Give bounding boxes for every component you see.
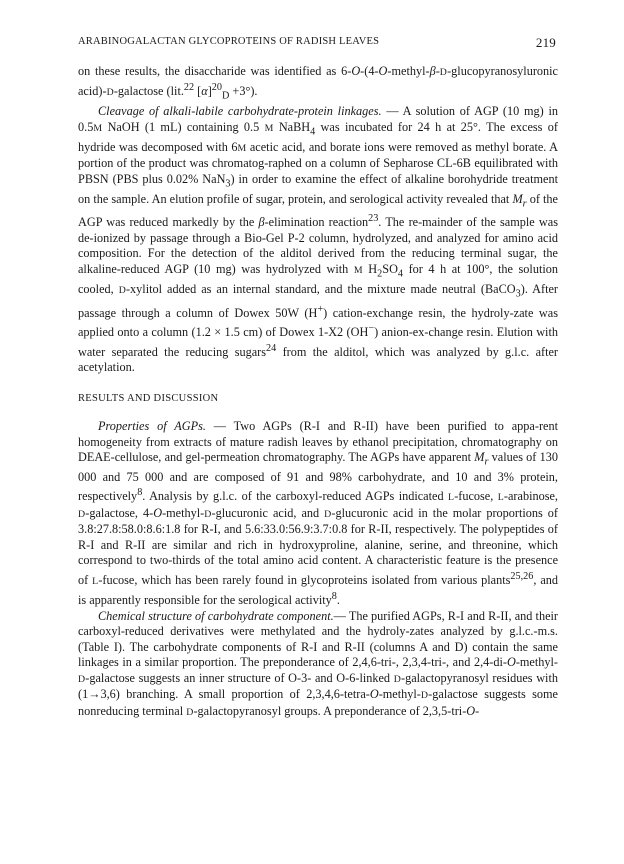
running-head bbox=[78, 36, 556, 52]
paragraph-cleavage: Cleavage of alkali-labile carbohydrate-protein linkages. — A solution of AGP (10 mg) in 0.5M NaOH (1 mL) containing 0.5 M NaBH$_4$ was incubated for 24 h at 25°. The excess of hydride was decomposed with 6M acetic acid, and borate ions were removed as methyl borate. A portion of the product was chromatog-raphed on a column of Sepharose CL-6B equilibrated with PBSN (PBS plus 0.02% NaN$_3$) in order to examine the effect of alkaline borohydride treatment on the sample. An elution profile of sugar, protein, and serological activity revealed that $M_r$ of the AGP was reduced markedly by the β-elimination reaction$^{23}$. The re-mainder of the sample was de-ionized by passage through a Bio-Gel P-2 column, hydrolyzed, and analyzed for amino acid composition. For the detection of the alditol derived from the reducing terminal sugar, the alkaline-reduced AGP (10 mg) was hydrolyzed with M $H_2SO_4$ for 4 h at 100°, the solution cooled, D-xylitol added as an internal standard, and the mixture made neutral (BaCO$_3$). After passage through a column of Dowex 50W (H+) cation-exchange resin, the hydroly-zate was applied onto a column (1.2 × 1.5 cm) of Dowex 1-X2 (OH−) anion-ex-change resin. Elution with water separated the reducing sugars$^{24}$ from the alditol, which was analyzed by g.l.c. after acetylation. bbox=[78, 104, 559, 375]
paragraph-properties: Properties of AGPs. — Two AGPs (R-I and R-II) have been purified to appa-rent homogeneity from extracts of mature radish leaves by ethanol precipitation, chromatography on DEAE-cellulose, and gel-permeation chromatography. The AGPs have apparent $M_r$ values of 130 000 and 75 000 and are composed of 91 and 98% carbohydrate, and 10 and 3% protein, respectively$^8$. Analysis by g.l.c. of the carboxyl-reduced AGPs indicated L-fucose, L-arabinose, D-galactose, 4-O-methyl-D-glucuronic acid, and D-glucuronic acid in the molar proportions of 3.8:27.8:58.0:8.6:1.8 for R-I, and 5.6:33.0:56.9:3.7:0.8 for R-II, respectively. The polypeptides of R-I and R-II are similar and rich in hydroxyproline, alanine, serine, and threonine, which correspond to two-thirds of the total amino acid content. A characteristic feature is the presence of L-fucose, which has been rarely found in glycoproteins isolated from various plants$^{25,26}$, and is apparently responsible for the serological activity$^8$. bbox=[78, 419, 559, 608]
paragraph-chemical-structure-heading: Chemical structure of carbohydrate component. bbox=[98, 608, 334, 623]
page-number: 219 bbox=[535, 35, 556, 50]
paragraph-properties-heading: Properties of AGPs. bbox=[98, 419, 206, 434]
paragraph-chemical-structure: Chemical structure of carbohydrate component.— The purified AGPs, R-I and R-II, and their carboxyl-reduced derivatives were methylated and the hydroly-zates analyzed by g.l.c.-m.s. (Table I). The carbohydrate components of R-I and R-II (columns A and D) contain the same linkages in a similar proportion. The preponderance of 2,4,6-tri-, 2,3,4-tri-, and 2,4-di-O-methyl-D-galactose suggests an inner structure of O-3- and O-6-linked D-galactopyranosyl residues with (1→3,6) branching. A small proportion of 2,3,4,6-tetra-O-methyl-D-galactose suggests some nonreducing terminal D-galactopyranosyl groups. A preponderance of 2,3,5-tri-O- bbox=[78, 608, 558, 718]
running-head-title: ARABINOGALACTAN GLYCOPROTEINS OF RADISH LEAVES bbox=[78, 36, 380, 47]
article-body bbox=[78, 64, 558, 720]
paragraph-disaccharide: on these results, the disaccharide was identified as 6-O-(4-O-methyl-β-D-glucopyranosyluronic acid)-D-galactose (lit.$^{22}$ $[\alpha]^{20}_D +3^\circ$). bbox=[78, 64, 558, 102]
section-heading: RESULTS AND DISCUSSION bbox=[78, 392, 219, 404]
paragraph-cleavage-heading: Cleavage of alkali-labile carbohydrate-protein linkages. bbox=[98, 104, 382, 119]
